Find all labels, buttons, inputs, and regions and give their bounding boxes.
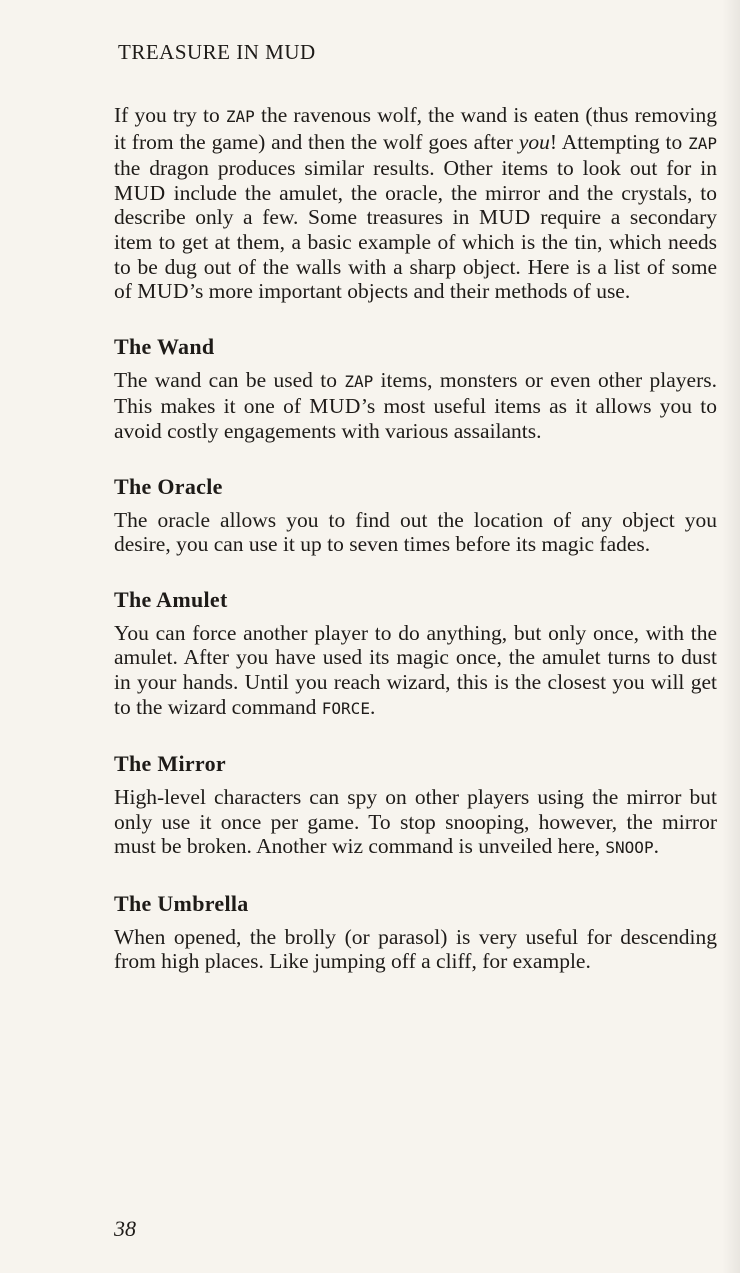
section-amulet xyxy=(114,587,717,721)
section-wand xyxy=(114,334,717,444)
text-run: items, monsters or even other players. This makes it one of xyxy=(114,367,717,419)
emphasis-you: you xyxy=(518,129,550,154)
oracle-paragraph: The oracle allows you to find out the location of any object you desire, you can use it up to seven times before its magic fades. xyxy=(114,507,717,557)
section-mirror xyxy=(114,751,717,861)
text-run: the ravenous wolf, the wand is eaten (thus removing it from the game) and then the wolf goes after xyxy=(114,103,717,154)
section-oracle xyxy=(114,474,717,557)
section-umbrella xyxy=(114,891,717,974)
text-run: If you try to xyxy=(114,103,226,127)
text-run: the dragon produces similar results. Other items to look out for in xyxy=(114,156,717,181)
command-zap: ZAP xyxy=(688,133,718,153)
mirror-paragraph xyxy=(114,785,717,861)
command-zap: ZAP xyxy=(225,107,255,126)
page-body xyxy=(114,103,717,974)
intro-paragraph xyxy=(114,103,717,304)
text-run: ! Attempting to xyxy=(549,129,689,154)
command-zap: ZAP xyxy=(344,371,374,391)
command-snoop: SNOOP xyxy=(605,838,654,858)
text-run: The wand can be used to xyxy=(114,367,345,392)
text-run: . xyxy=(369,694,376,719)
text-run: include the amulet, the oracle, the mirror and the crystals, to describe only a few. Some treasures in xyxy=(114,180,717,230)
text-run: ’s most useful items as it allows you to avoid costly engagements with various assailants. xyxy=(114,394,717,443)
running-head: TREASURE IN MUD xyxy=(118,40,316,64)
game-name-mud: MUD xyxy=(478,205,531,230)
heading-wand: The Wand xyxy=(114,333,215,359)
page-edge-shadow xyxy=(722,0,740,1273)
wand-paragraph xyxy=(114,368,717,444)
heading-mirror: The Mirror xyxy=(114,751,226,777)
amulet-paragraph xyxy=(114,621,717,721)
heading-umbrella: The Umbrella xyxy=(114,890,249,916)
text-run: require a secondary item to get at them, a basic example of which is the tin, which needs to be dug out of the walls with a sharp object. Here is a list of some of xyxy=(114,205,717,304)
text-run: You can force another player to do anything, but only once, with the amulet. After you have used its magic once, the amulet turns to dust in your hands. Until you reach wizard, this is the closest you will get to the wizard command xyxy=(114,620,717,719)
heading-amulet: The Amulet xyxy=(114,586,228,612)
text-run: High-level characters can spy on other players using the mirror but only use it once per game. To stop snooping, however, the mirror must be broken. Another wiz command is unveiled here, xyxy=(114,785,717,859)
game-name-mud: MUD xyxy=(309,394,361,419)
command-force: FORCE xyxy=(321,698,370,718)
text-run: . xyxy=(653,834,659,859)
heading-oracle: The Oracle xyxy=(114,473,223,499)
game-name-mud: MUD xyxy=(137,279,189,304)
text-run: ’s more important objects and their methods of use. xyxy=(188,279,631,304)
game-name-mud: MUD xyxy=(114,180,166,205)
umbrella-paragraph: When opened, the brolly (or parasol) is very useful for descending from high places. Like jumping off a cliff, for example. xyxy=(114,924,717,974)
page-number: 38 xyxy=(114,1216,136,1241)
